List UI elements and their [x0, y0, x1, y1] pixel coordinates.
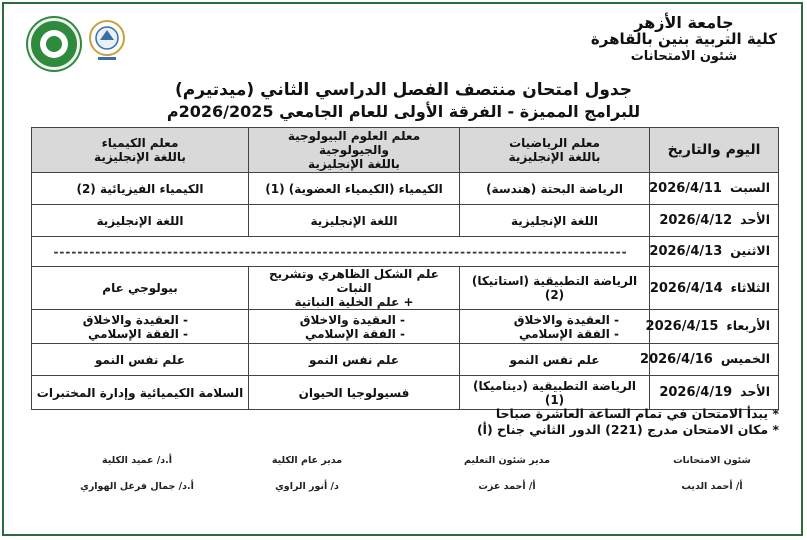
signature-education-director: [447, 448, 567, 500]
exam-schedule-table: [31, 127, 779, 410]
bio-exam: [249, 310, 460, 344]
exam-date: 2026/4/16: [640, 352, 713, 367]
bio-exam: اللغة الإنجليزية: [249, 205, 460, 237]
title-line-2: للبرامج المميزة - الفرقة الأولى للعام الجامعي 2026/2025م: [166, 102, 641, 121]
note-location: * مكان الامتحان مدرج (221) الدور الثاني جناح (أ): [476, 422, 779, 437]
bio-exam: فسيولوجيا الحيوان: [249, 376, 460, 410]
table-row: [32, 205, 779, 237]
math-exam: اللغة الإنجليزية: [460, 205, 650, 237]
day-cell: [645, 310, 779, 344]
day-cell: [650, 205, 779, 237]
table-row: [32, 237, 779, 267]
bio-exam-line1: علم الشكل الظاهري وتشريح النبات: [269, 267, 439, 295]
bio-exam: الكيمياء (الكيمياء العضوية) (1): [249, 173, 460, 205]
chem-exam: اللغة الإنجليزية: [32, 205, 249, 237]
table-row: [32, 173, 779, 205]
al-azhar-seal-icon: [28, 18, 80, 70]
day-cell: [650, 237, 779, 267]
exam-date: 2026/4/11: [649, 181, 722, 196]
header-bio: [249, 128, 460, 173]
header-chem: [32, 128, 249, 173]
chem-exam: [32, 310, 249, 344]
signature-name: أ.د/ جمال فرغل الهواري: [80, 481, 194, 492]
day-name: الأحد: [740, 384, 770, 399]
day-name: الخميس: [720, 351, 770, 366]
department-name: شئون الامتحانات: [630, 49, 738, 64]
header-chem-line1: معلم الكيمياء: [101, 136, 179, 150]
signature-title: مدير عام الكلية: [271, 455, 343, 466]
no-exam-dashes: ------------------------------------------------------------------------------------------------: [32, 237, 650, 267]
chem-exam: السلامة الكيميائية وإدارة المختبرات: [32, 376, 249, 410]
header-bio-line1: معلم العلوم البيولوجية والجيولوجية: [287, 129, 421, 157]
signature-title: مدير شئون التعليم: [463, 455, 550, 466]
math-exam: [460, 310, 650, 344]
header-chem-line2: باللغة الإنجليزية: [94, 150, 186, 164]
note-start-time: * يبدأ الامتحان في تمام الساعة العاشرة صباحا: [495, 406, 779, 421]
exam-date: 2026/4/15: [645, 319, 719, 334]
math-exam-line2: - الفقة الإسلامي: [518, 326, 619, 341]
day-cell: [650, 173, 779, 205]
day-name: الثلاثاء: [730, 279, 770, 295]
header-bio-line2: باللغة الإنجليزية: [308, 157, 400, 171]
header-day-date: اليوم والتاريخ: [650, 128, 779, 173]
exam-notes: [477, 406, 779, 438]
signature-dean: [67, 448, 207, 500]
institution-header: [591, 14, 777, 65]
math-exam: علم نفس النمو: [460, 344, 650, 376]
exam-date: 2026/4/19: [659, 385, 733, 400]
math-exam-line1: - العقيدة والاخلاق: [513, 312, 619, 327]
chem-exam-line2: - الفقة الإسلامي: [87, 326, 188, 341]
header-math-line1: معلم الرياضيات: [509, 136, 600, 150]
day-cell: [650, 376, 779, 410]
table-header-row: [32, 128, 779, 173]
day-name: الأحد: [740, 212, 770, 227]
header-math-line2: باللغة الإنجليزية: [508, 150, 601, 164]
exam-date: 2026/4/12: [659, 213, 733, 228]
table-row: [32, 376, 779, 410]
university-emblem-icon: [86, 18, 128, 64]
math-exam: الرياضة التطبيقية (استاتيكا) (2): [460, 267, 650, 310]
day-name: الأربعاء: [726, 318, 770, 333]
university-name: جامعة الأزهر: [634, 13, 734, 32]
table-row: [32, 310, 779, 344]
day-cell: [640, 344, 779, 376]
table-row: [32, 267, 779, 310]
signature-name: أ/ أحمد الديب: [681, 481, 743, 492]
signature-block: [0, 448, 807, 492]
day-cell: [650, 267, 779, 310]
chem-exam: علم نفس النمو: [32, 344, 249, 376]
chem-exam: بيولوجي عام: [32, 267, 249, 310]
chem-exam-line1: - العقيدة والاخلاق: [82, 312, 188, 327]
document-title: [0, 80, 807, 122]
signature-general-director: [247, 448, 367, 500]
signature-name: أ/ أحمد عزت: [478, 481, 536, 492]
math-exam: الرياضة التطبيقية (ديناميكا) (1): [460, 376, 650, 410]
day-name: السبت: [729, 180, 770, 195]
bio-exam: علم نفس النمو: [249, 344, 460, 376]
bio-exam-line1: - العقيدة والاخلاق: [299, 312, 405, 327]
bio-exam-line2: + علم الخلية النباتية: [294, 295, 414, 309]
faculty-name: كلية التربية بنين بالقاهرة: [590, 30, 777, 48]
header-math: [460, 128, 650, 173]
bio-exam-line2: - الفقة الإسلامي: [304, 326, 405, 341]
title-line-1: جدول امتحان منتصف الفصل الدراسي الثاني (ميدتيرم): [175, 80, 632, 100]
signature-title: شئون الامتحانات: [673, 455, 751, 466]
exam-date: 2026/4/13: [649, 244, 723, 259]
day-name: الاثنين: [730, 243, 770, 258]
signature-title: أ.د/ عميد الكلية: [102, 455, 172, 466]
chem-exam: الكيمياء الفيزيائية (2): [32, 173, 249, 205]
math-exam: الرياضة البحتة (هندسة): [460, 173, 650, 205]
table-row: [32, 344, 779, 376]
signature-exams-affairs: [657, 448, 767, 500]
exam-date: 2026/4/14: [649, 280, 723, 296]
signature-name: د/ أنور الراوي: [275, 481, 339, 492]
bio-exam: [249, 267, 460, 310]
